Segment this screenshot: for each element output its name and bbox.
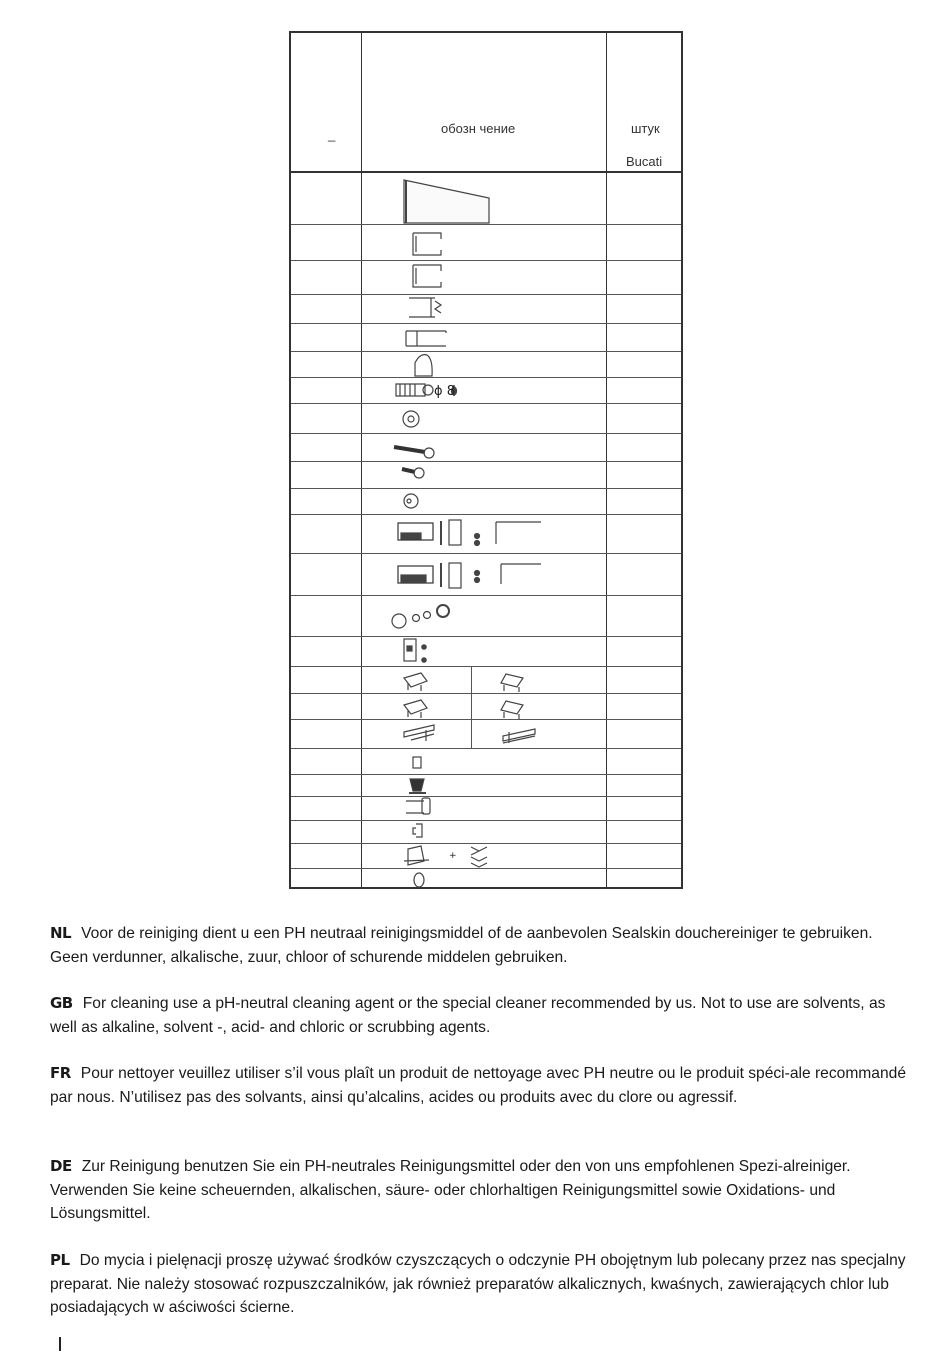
profile-end-icon xyxy=(406,331,446,346)
cleaning-instructions-fr xyxy=(50,1062,910,1109)
instruction-text: Do mycia i pielęnacji proszę używać środków czyszczących o odczynie PH obojętnym lub polecany przez nas specjalny preparat. Nie należy stosować rozpuszczalników, jak również preparatów alkalicznych, kwaśnych, zawierających chlor lub posiadających w aściwości ścierne. xyxy=(50,1252,906,1316)
screw-cap-icon xyxy=(404,494,418,508)
header-number: _ xyxy=(328,127,336,142)
wall-profile-icon xyxy=(413,233,441,255)
end-cap-icon xyxy=(415,355,432,376)
glass-panel-icon xyxy=(404,180,489,223)
cleaning-instructions-gb xyxy=(50,992,910,1039)
seal-strip-pair-icon xyxy=(404,725,535,743)
language-code: DE xyxy=(50,1157,72,1175)
language-code: FR xyxy=(50,1064,71,1082)
hinge-set-icon xyxy=(398,563,541,588)
header-quantity: штук xyxy=(631,121,660,136)
instruction-text: Pour nettoyer veuillez utiliser s’il vous plaît un produit de nettoyage avec PH neutre ou le produit spéci-ale recommandé par nous. N’utilisez pas des solvants, ainsi qu’alcalins, acides ou produits avec du clore ou agressif. xyxy=(50,1065,906,1106)
profile-connector-icon xyxy=(409,298,441,317)
long-screw-icon xyxy=(394,447,434,458)
parts-table xyxy=(289,31,683,889)
handle-icon xyxy=(406,798,430,814)
short-screw-icon xyxy=(402,468,424,478)
clip-icon xyxy=(404,639,426,662)
header-brand: Bucati xyxy=(626,154,663,169)
o-ring-icon xyxy=(414,873,424,887)
small-bracket-icon xyxy=(413,824,422,837)
plus-sign: + xyxy=(449,851,457,861)
language-code: NL xyxy=(50,924,72,942)
wall-profile-icon xyxy=(413,265,441,287)
language-code: GB xyxy=(50,994,73,1012)
cleaning-instructions-pl xyxy=(50,1249,910,1320)
brush-seal-icon xyxy=(409,779,426,793)
bracket-pair-icon xyxy=(404,673,523,692)
language-code: PL xyxy=(50,1251,70,1269)
parts-illustrations xyxy=(291,33,685,891)
bracket-pair-icon xyxy=(404,700,523,719)
instruction-text: Zur Reinigung benutzen Sie ein PH-neutrales Reinigungsmittel oder den von uns empfohlenen Spezi-alreiniger. Verwenden Sie keine scheuernden, alkalischen, säure- oder chlorhaltigen Reinigungsmittel sowie Oxidations- und Lösungsmittel. xyxy=(50,1158,851,1222)
washer-icon xyxy=(403,411,419,427)
stopper-set-icon xyxy=(404,846,487,867)
plug-diameter-label: ɸ 8 xyxy=(434,384,455,399)
cleaning-instructions-de xyxy=(50,1155,910,1226)
cleaning-instructions-nl xyxy=(50,922,910,969)
instruction-text: Voor de reiniging dient u een PH neutraal reinigingsmiddel of de aanbevolen Sealskin douchereiniger te gebruiken. Geen verdunner, alkalische, zuur, chloor of schurende middelen gebruiken. xyxy=(50,925,873,966)
page-marker xyxy=(59,1337,61,1351)
knob-set-icon xyxy=(392,605,449,628)
small-cap-icon xyxy=(413,757,421,768)
hinge-set-icon xyxy=(398,520,541,546)
header-designation: обозн чение xyxy=(441,121,516,136)
instruction-text: For cleaning use a pH-neutral cleaning agent or the special cleaner recommended by us. Not to use are solvents, as well as alkaline, solvent -, acid- and chloric or scrubbing agents. xyxy=(50,995,886,1036)
